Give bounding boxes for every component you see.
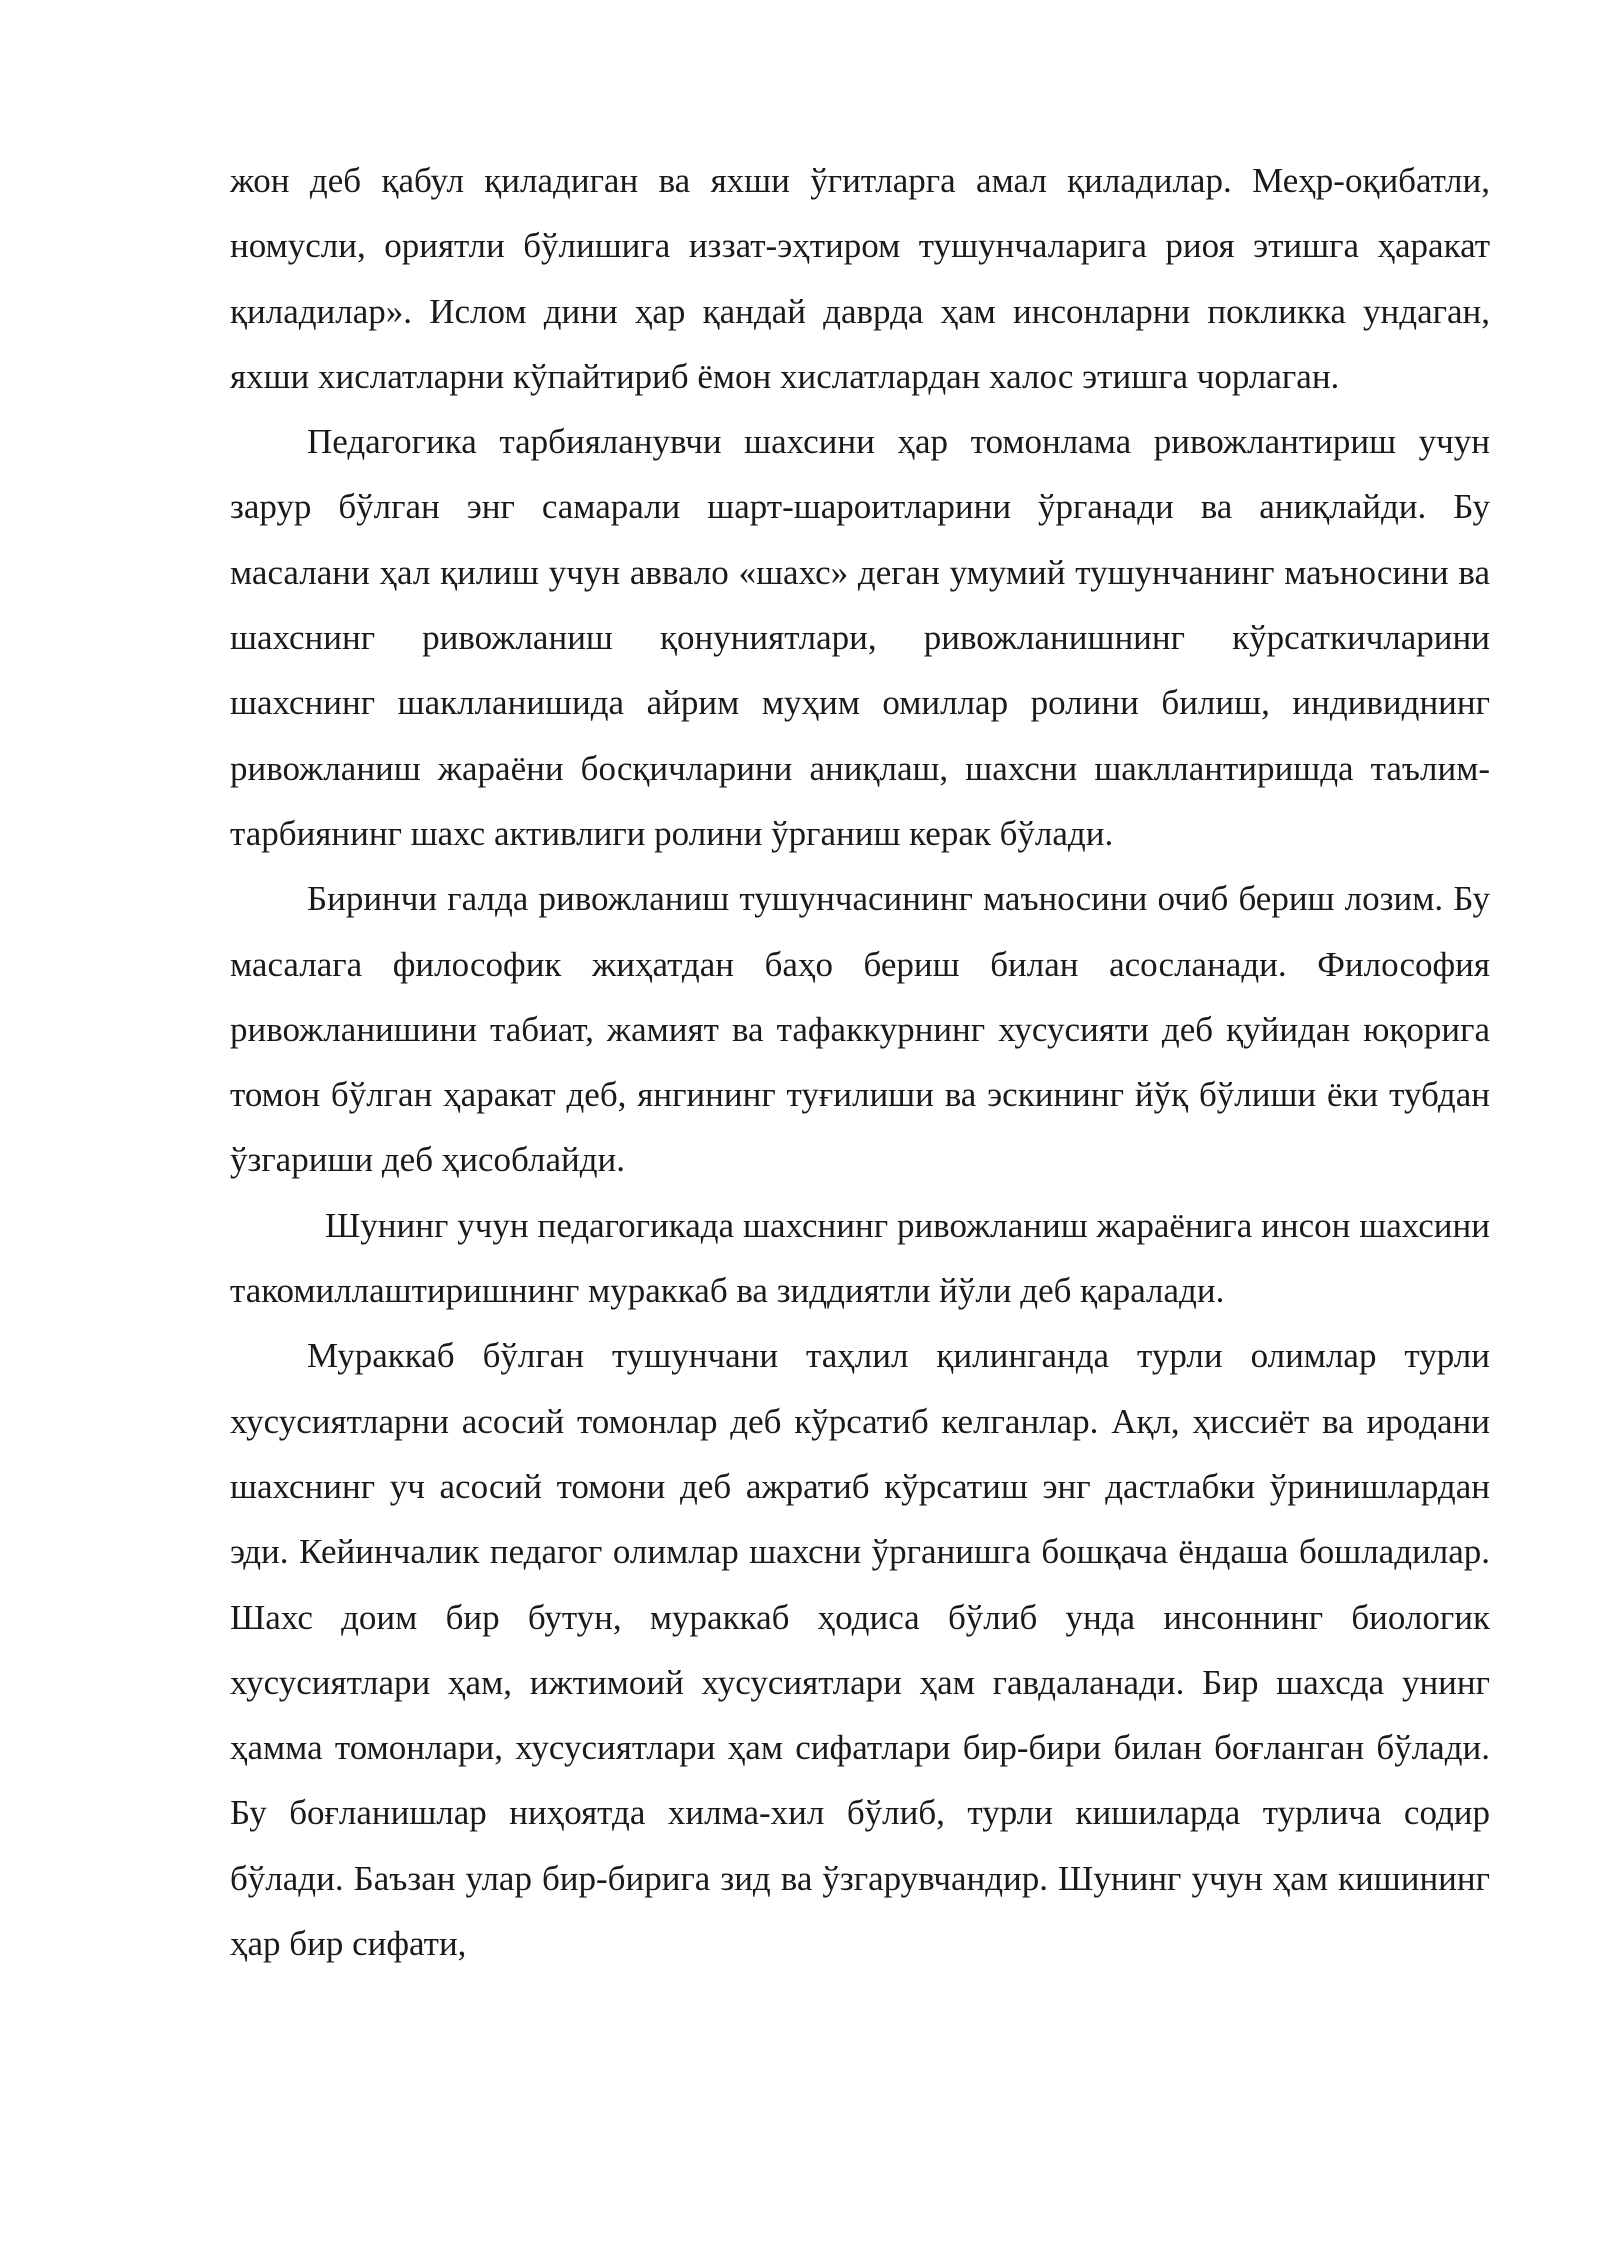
paragraph-3: Биринчи галда ривожланиш тушунчасининг маъносини очиб бериш лозим. Бу масалага философик жиҳатдан баҳо бериш билан асосланади. Философия ривожланишини табиат, жамият ва тафаккурнинг хусусияти деб қуйидан юқорига томон бўлган ҳаракат деб, янгининг туғилиши ва эскининг йўқ бўлиши ёки тубдан ўзгариши деб ҳисоблайди.	[230, 879, 1490, 1180]
paragraph-2: Педагогика тарбияланувчи шахсини ҳар томонлама ривожлантириш учун зарур бўлган энг самарали шарт-шароитларини ўрганади ва аниқлайди. Бу масалани ҳал қилиш учун аввало «шахс» деган умумий тушунчанинг маъносини ва шахснинг ривожланиш қонуниятлари, ривожланишнинг кўрсаткичларини шахснинг шаклланишида айрим муҳим омиллар ролини билиш, индивиднинг ривожланиш жараёни босқичларини аниқлаш, шахсни шакллантиришда таълим-тарбиянинг шахс активлиги ролини ўрганиш керак бўлади.	[230, 422, 1490, 853]
paragraph-1: жон деб қабул қиладиган ва яхши ўгитларга амал қиладилар. Меҳр-оқибатли, номусли, ориятли бўлишига иззат-эҳтиром тушунчаларига риоя этишга ҳаракат қиладилар». Ислом дини ҳар қандай даврда ҳам инсонларни покликка ундаган, яхши хислатларни кўпайтириб ёмон хислатлардан халос этишга чорлаган.	[230, 161, 1490, 396]
paragraph-5: Мураккаб бўлган тушунчани таҳлил қилинганда турли олимлар турли хусусиятларни асосий томонлар деб кўрсатиб келганлар. Ақл, ҳиссиёт ва иродани шахснинг уч асосий томони деб ажратиб кўрсатиш энг дастлабки ўринишлардан эди. Кейинчалик педагог олимлар шахсни ўрганишга бошқача ёндаша бошладилар. Шахс доим бир бутун, мураккаб ҳодиса бўлиб унда инсоннинг биологик хусусиятлари ҳам, ижтимоий хусусиятлари ҳам гавдаланади. Бир шахсда унинг ҳамма томонлари, хусусиятлари ҳам сифатлари бир-бири билан боғланган бўлади. Бу боғланишлар ниҳоятда хилма-хил бўлиб, турли кишиларда турлича содир бўлади. Баъзан улар бир-бирига зид ва ўзгарувчандир. Шунинг учун ҳам кишининг ҳар бир сифати,	[230, 1336, 1490, 1964]
paragraph-4: Шунинг учун педагогикада шахснинг ривожланиш жараёнига инсон шахсини такомиллаштиришнинг мураккаб ва зиддиятли йўли деб қаралади.	[230, 1205, 1490, 1311]
document-body	[230, 148, 1490, 1976]
